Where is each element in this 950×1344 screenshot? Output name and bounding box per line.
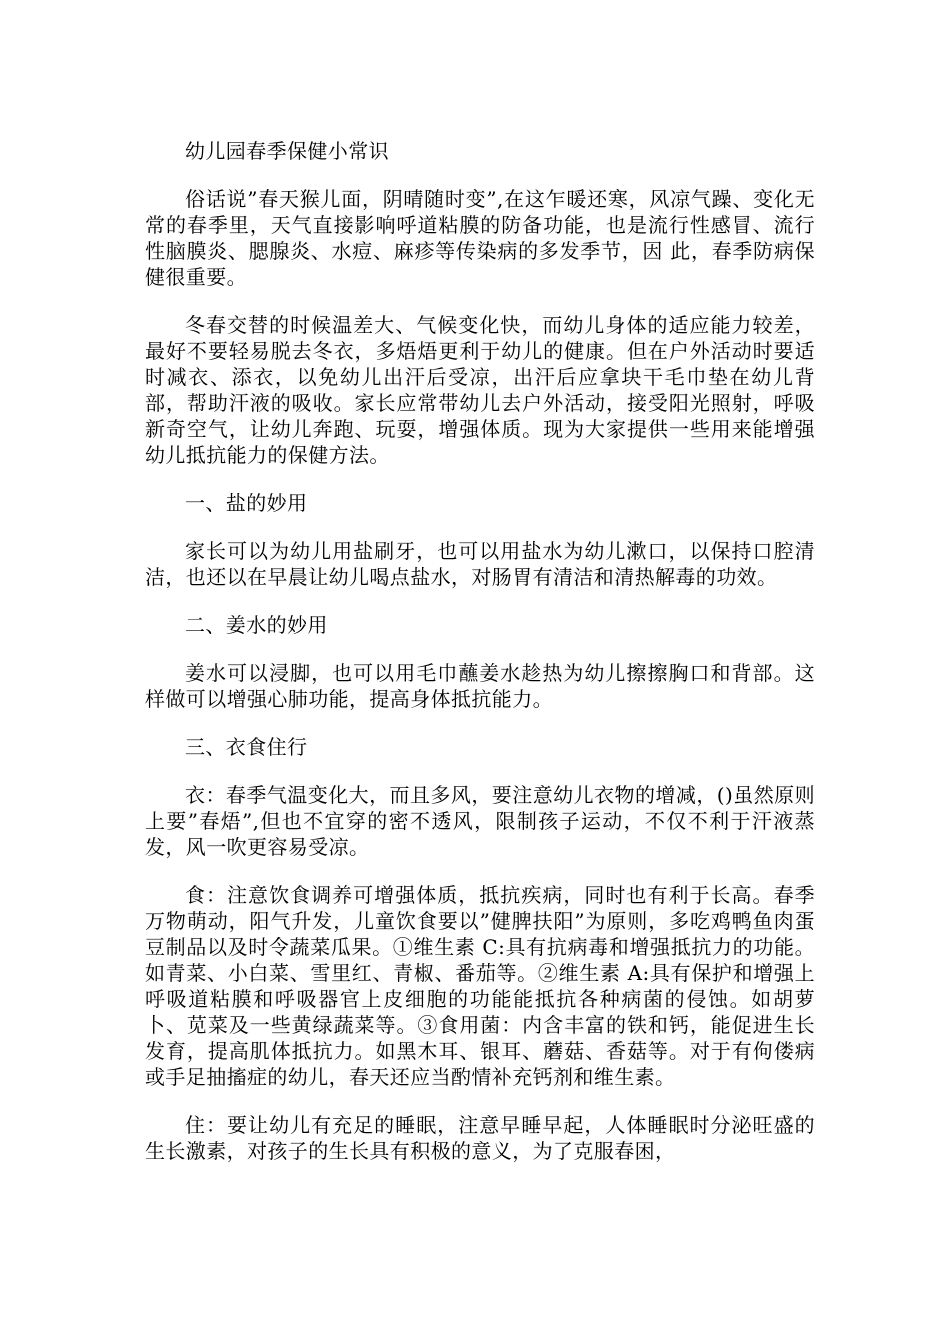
section-heading-salt: 一、盐的妙用 <box>185 491 308 515</box>
seasonal-advice-paragraph: 冬春交替的时候温差大、气候变化快，而幼儿身体的适应能力较差，最好不要轻易脱去冬衣，多焐焐更利于幼儿的健康。但在户外活动时要适时减衣、添衣，以免幼儿出汗后受凉，出汗后应拿块干毛巾垫在幼儿背部，帮助汗液的吸收。家长应常带幼儿去户外活动，接受阳光照射，呼吸新奇空气，让幼儿奔跑、玩耍，增强体质。现为大家提供一些用来能增强幼儿抵抗能力的保健方法。 <box>145 313 815 467</box>
section-heading-daily-life: 三、衣食住行 <box>185 735 308 759</box>
food-paragraph: 食：注意饮食调养可增强体质，抵抗疾病，同时也有利于长高。春季万物萌动，阳气升发，儿童饮食要以”健脾扶阳”为原则，多吃鸡鸭鱼肉蛋豆制品以及时令蔬菜瓜果。①维生素 C:具有抗病毒和增强抵抗力的功能。如青菜、小白菜、雪里红、青椒、番茄等。②维生素 A:具有保护和增强上呼吸道粘膜和呼吸器官上皮细胞的功能能抵抗各种病菌的侵蚀。如胡萝卜、苋菜及一些黄绿蔬菜等。③食用菌：内含丰富的铁和钙，能促进生长发育，提高肌体抵抗力。如黑木耳、银耳、蘑菇、香菇等。对于有佝偻病或手足抽搐症的幼儿，春天还应当酌情补充钙剂和维生素。 <box>145 883 815 1089</box>
housing-paragraph: 住：要让幼儿有充足的睡眠，注意早睡早起，人体睡眠时分泌旺盛的生长激素，对孩子的生长具有积极的意义，为了克服春困， <box>145 1113 815 1163</box>
section-heading-ginger: 二、姜水的妙用 <box>185 613 328 637</box>
section-body-salt: 家长可以为幼儿用盐刷牙，也可以用盐水为幼儿漱口，以保持口腔清洁，也还以在早晨让幼儿喝点盐水，对肠胃有清洁和清热解毒的功效。 <box>145 539 815 589</box>
document-title: 幼儿园春季保健小常识 <box>185 139 389 163</box>
document-body <box>145 138 815 1186</box>
clothing-paragraph: 衣：春季气温变化大，而且多风，要注意幼儿衣物的增减，()虽然原则上要”春焐”,但也不宜穿的密不透风，限制孩子运动，不仅不利于汗液蒸发，风一吹更容易受凉。 <box>145 783 815 859</box>
intro-paragraph: 俗话说”春天猴儿面，阴晴随时变”,在这乍暖还寒，风凉气躁、变化无常的春季里，天气直接影响呼道粘膜的防备功能，也是流行性感冒、流行性脑膜炎、腮腺炎、水痘、麻疹等传染病的多发季节，因 此，春季防病保健很重要。 <box>145 187 815 289</box>
section-body-ginger: 姜水可以浸脚，也可以用毛巾蘸姜水趁热为幼儿擦擦胸口和背部。这样做可以增强心肺功能，提高身体抵抗能力。 <box>145 661 815 711</box>
